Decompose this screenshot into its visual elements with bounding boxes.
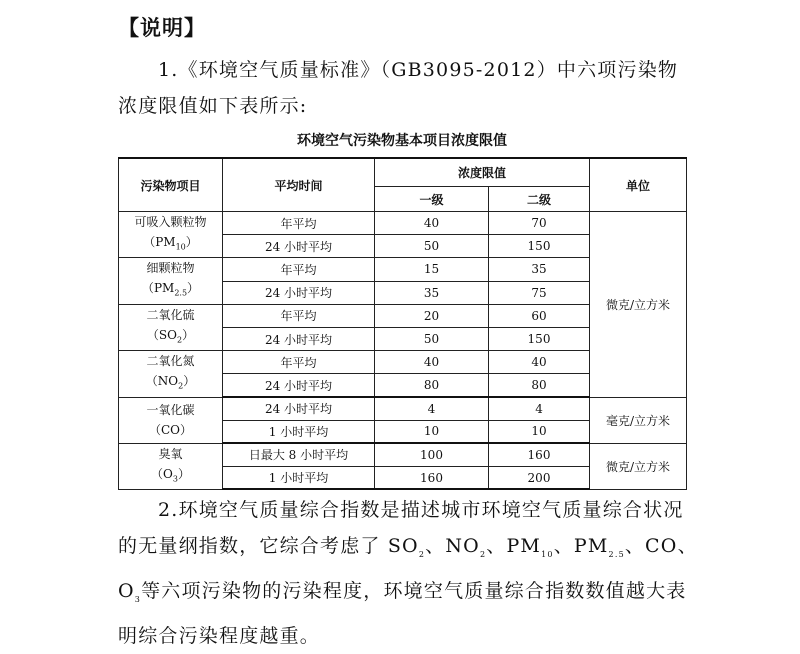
grade1-value: 10: [375, 420, 489, 443]
grade2-value: 70: [489, 212, 590, 235]
averaging-time-cell: 日最大 8 小时平均: [223, 443, 375, 466]
pollutant-formula: （CO）: [148, 423, 193, 438]
table-title: 环境空气污染物基本项目浓度限值: [297, 133, 507, 149]
averaging-time-cell: 24 小时平均: [223, 327, 375, 350]
pollutant-formula: $(O_3)$: [151, 466, 190, 483]
averaging-time-cell: 年平均: [223, 351, 375, 374]
grade2-value: 80: [489, 374, 590, 397]
pollutant-name: 细颗粒物: [146, 261, 195, 276]
unit-cell-mg: 毫克/立方米: [590, 397, 687, 443]
grade1-value: 40: [375, 212, 489, 235]
table-body: [119, 212, 687, 490]
grade1-value: 4: [375, 397, 489, 420]
pollutant-cell-co: [119, 397, 223, 443]
table-header: [119, 158, 687, 212]
pollutant-limits-table: [118, 157, 687, 490]
header-concentration-limit: 浓度限值: [375, 158, 590, 187]
header-grade2: 二级: [489, 187, 590, 212]
grade2-value: 200: [489, 466, 590, 489]
pollutant-cell-pm25: [119, 258, 223, 304]
grade1-value: 35: [375, 281, 489, 304]
grade2-value: 35: [489, 258, 590, 281]
table-row: [119, 212, 687, 235]
averaging-time-cell: 年平均: [223, 304, 375, 327]
grade2-value: 150: [489, 327, 590, 350]
averaging-time-cell: 24 小时平均: [223, 374, 375, 397]
grade1-value: 15: [375, 258, 489, 281]
grade2-value: 10: [489, 420, 590, 443]
header-grade1: 一级: [375, 187, 489, 212]
pollutant-formula: $(SO_2)$: [146, 327, 195, 345]
averaging-time-cell: 24 小时平均: [223, 281, 375, 304]
grade1-value: 50: [375, 327, 489, 350]
pollutant-cell-o3: [119, 443, 223, 489]
grade2-value: 150: [489, 235, 590, 258]
table-row: [119, 397, 687, 420]
grade1-value: 40: [375, 351, 489, 374]
pollutant-cell-so2: [119, 304, 223, 350]
averaging-time-cell: 年平均: [223, 212, 375, 235]
section-heading: 【说明】: [118, 16, 206, 40]
grade1-value: 20: [375, 304, 489, 327]
grade2-value: 160: [489, 443, 590, 466]
averaging-time-cell: 1 小时平均: [223, 466, 375, 489]
paragraph-composite-index: 2.环境空气质量综合指数是描述城市环境空气质量综合状况的无量纲指数，它综合考虑了 $SO_2$、$NO_2$、$PM_{10}$、$PM_{2.5}$、CO、$O_3$等六项污染物的污染程度，环境空气质量综合指数数值越大表明综合污染程度越重。: [118, 499, 698, 647]
unit-cell-ug-ozone: 微克/立方米: [590, 443, 687, 489]
averaging-time-cell: 24 小时平均: [223, 235, 375, 258]
pollutant-name: 二氧化氮: [146, 354, 195, 369]
grade1-value: 80: [375, 374, 489, 397]
averaging-time-cell: 24 小时平均: [223, 397, 375, 420]
grade2-value: 60: [489, 304, 590, 327]
pollutant-name: 可吸入颗粒物: [134, 215, 207, 229]
averaging-time-cell: 1 小时平均: [223, 420, 375, 443]
grade1-value: 160: [375, 466, 489, 489]
grade2-value: 4: [489, 397, 590, 420]
pollutant-formula: $(PM_{10})$: [143, 235, 198, 252]
pollutant-cell-pm10: [119, 212, 223, 258]
pollutant-cell-no2: [119, 351, 223, 397]
paragraph-standard-intro: 1.《环境空气质量标准》（GB3095-2012）中六项污染物浓度限值如下表所示:: [118, 59, 679, 117]
pollutant-name: 一氧化碳: [146, 403, 195, 418]
pollutant-formula: $(NO_2)$: [145, 374, 196, 391]
header-unit: 单位: [590, 158, 687, 212]
pollutant-name: 二氧化硫: [146, 307, 195, 322]
grade1-value: 100: [375, 443, 489, 466]
unit-cell-ug: 微克/立方米: [590, 212, 687, 398]
grade1-value: 50: [375, 235, 489, 258]
pollutant-name: 臭氧: [158, 446, 183, 461]
grade2-value: 75: [489, 281, 590, 304]
header-pollutant: 污染物项目: [119, 158, 223, 212]
header-averaging-time: 平均时间: [223, 158, 375, 212]
pollutant-formula: $(PM_{2.5})$: [141, 281, 200, 298]
grade2-value: 40: [489, 351, 590, 374]
averaging-time-cell: 年平均: [223, 258, 375, 281]
table-row: [119, 443, 687, 466]
